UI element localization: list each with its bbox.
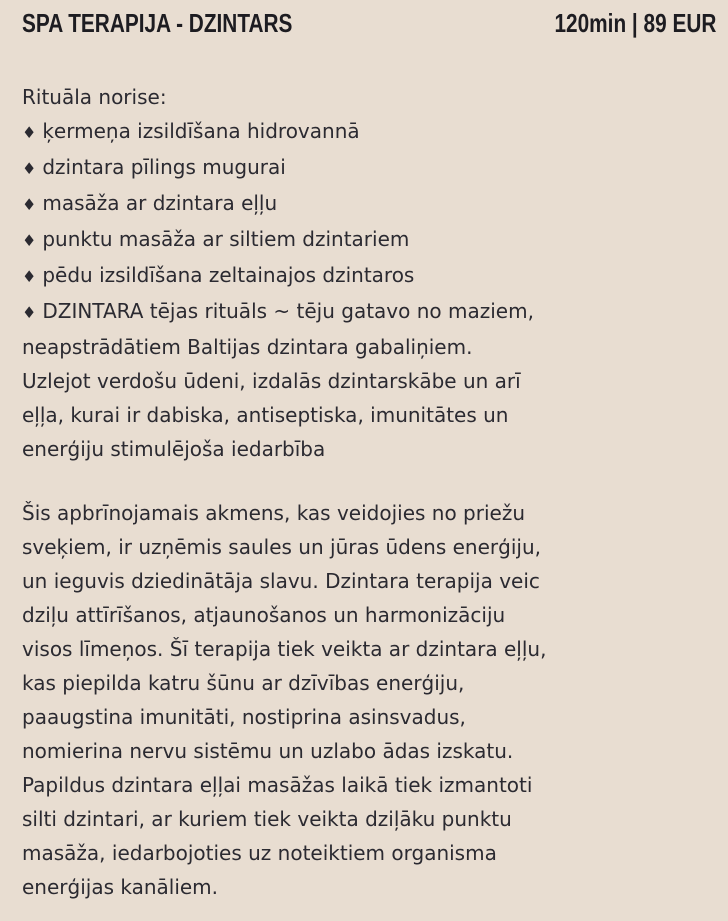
ritual-step-line [22, 222, 706, 258]
description-line: silti dzintari, ar kuriem tiek veikta dziļāku punktu [22, 807, 512, 831]
description-line: Šis apbrīnojamais akmens, kas veidojies no priežu [22, 501, 525, 525]
line-text: DZINTARA tējas rituāls ~ tēju gatavo no maziem, [42, 299, 534, 323]
description-line: nomierina nervu sistēmu un uzlabo ādas izskatu. [22, 739, 514, 763]
ritual-step-line [22, 398, 706, 432]
ritual-step-line [22, 432, 706, 466]
diamond-bullet-icon: ♦ [22, 195, 37, 214]
ritual-step-line [22, 114, 706, 150]
description-line: Papildus dzintara eļļai masāžas laikā tiek izmantoti [22, 773, 533, 797]
ritual-step-line [22, 186, 706, 222]
diamond-bullet-icon: ♦ [22, 231, 37, 250]
line-text: neapstrādātiem Baltijas dzintara gabaliņiem. [22, 335, 473, 359]
description-line: kas piepilda katru šūnu ar dzīvības enerģiju, [22, 671, 465, 695]
diamond-bullet-icon: ♦ [22, 159, 37, 178]
ritual-step-line [22, 294, 706, 330]
ritual-step-line [22, 330, 706, 364]
diamond-bullet-icon: ♦ [22, 123, 37, 142]
service-description-body [0, 80, 728, 904]
ritual-heading: Rituāla norise: [22, 85, 167, 109]
line-text: pēdu izsildīšana zeltainajos dzintaros [42, 263, 415, 287]
service-duration-price: 120min | 89 EUR [554, 8, 716, 38]
line-text: enerģiju stimulējoša iedarbība [22, 437, 326, 461]
service-title: SPA TERAPIJA - DZINTARS [22, 8, 293, 38]
ritual-step-line [22, 364, 706, 398]
line-text: eļļa, kurai ir dabiska, antiseptiska, imunitātes un [22, 403, 509, 427]
service-header [0, 0, 728, 38]
description-line: paaugstina imunitāti, nostiprina asinsvadus, [22, 705, 466, 729]
line-text: Uzlejot verdošu ūdeni, izdalās dzintarskābe un arī [22, 369, 521, 393]
description-line: sveķiem, ir uzņēmis saules un jūras ūdens enerģiju, [22, 535, 541, 559]
diamond-bullet-icon: ♦ [22, 267, 37, 286]
description-section [22, 496, 706, 904]
description-line: masāža, iedarbojoties uz noteiktiem organisma [22, 841, 497, 865]
line-text: punktu masāža ar siltiem dzintariem [42, 227, 410, 251]
description-line: dziļu attīrīšanos, atjaunošanos un harmonizāciju [22, 603, 506, 627]
description-line: un ieguvis dziedinātāja slavu. Dzintara terapija veic [22, 569, 540, 593]
line-text: ķermeņa izsildīšana hidrovannā [42, 119, 360, 143]
description-line: visos līmeņos. Šī terapija tiek veikta ar dzintara eļļu, [22, 637, 547, 661]
ritual-section [22, 80, 706, 466]
ritual-step-line [22, 258, 706, 294]
line-text: dzintara pīlings mugurai [42, 155, 286, 179]
description-line: enerģijas kanāliem. [22, 875, 219, 899]
diamond-bullet-icon: ♦ [22, 303, 37, 322]
ritual-steps [22, 114, 706, 466]
ritual-step-line [22, 150, 706, 186]
line-text: masāža ar dzintara eļļu [42, 191, 278, 215]
